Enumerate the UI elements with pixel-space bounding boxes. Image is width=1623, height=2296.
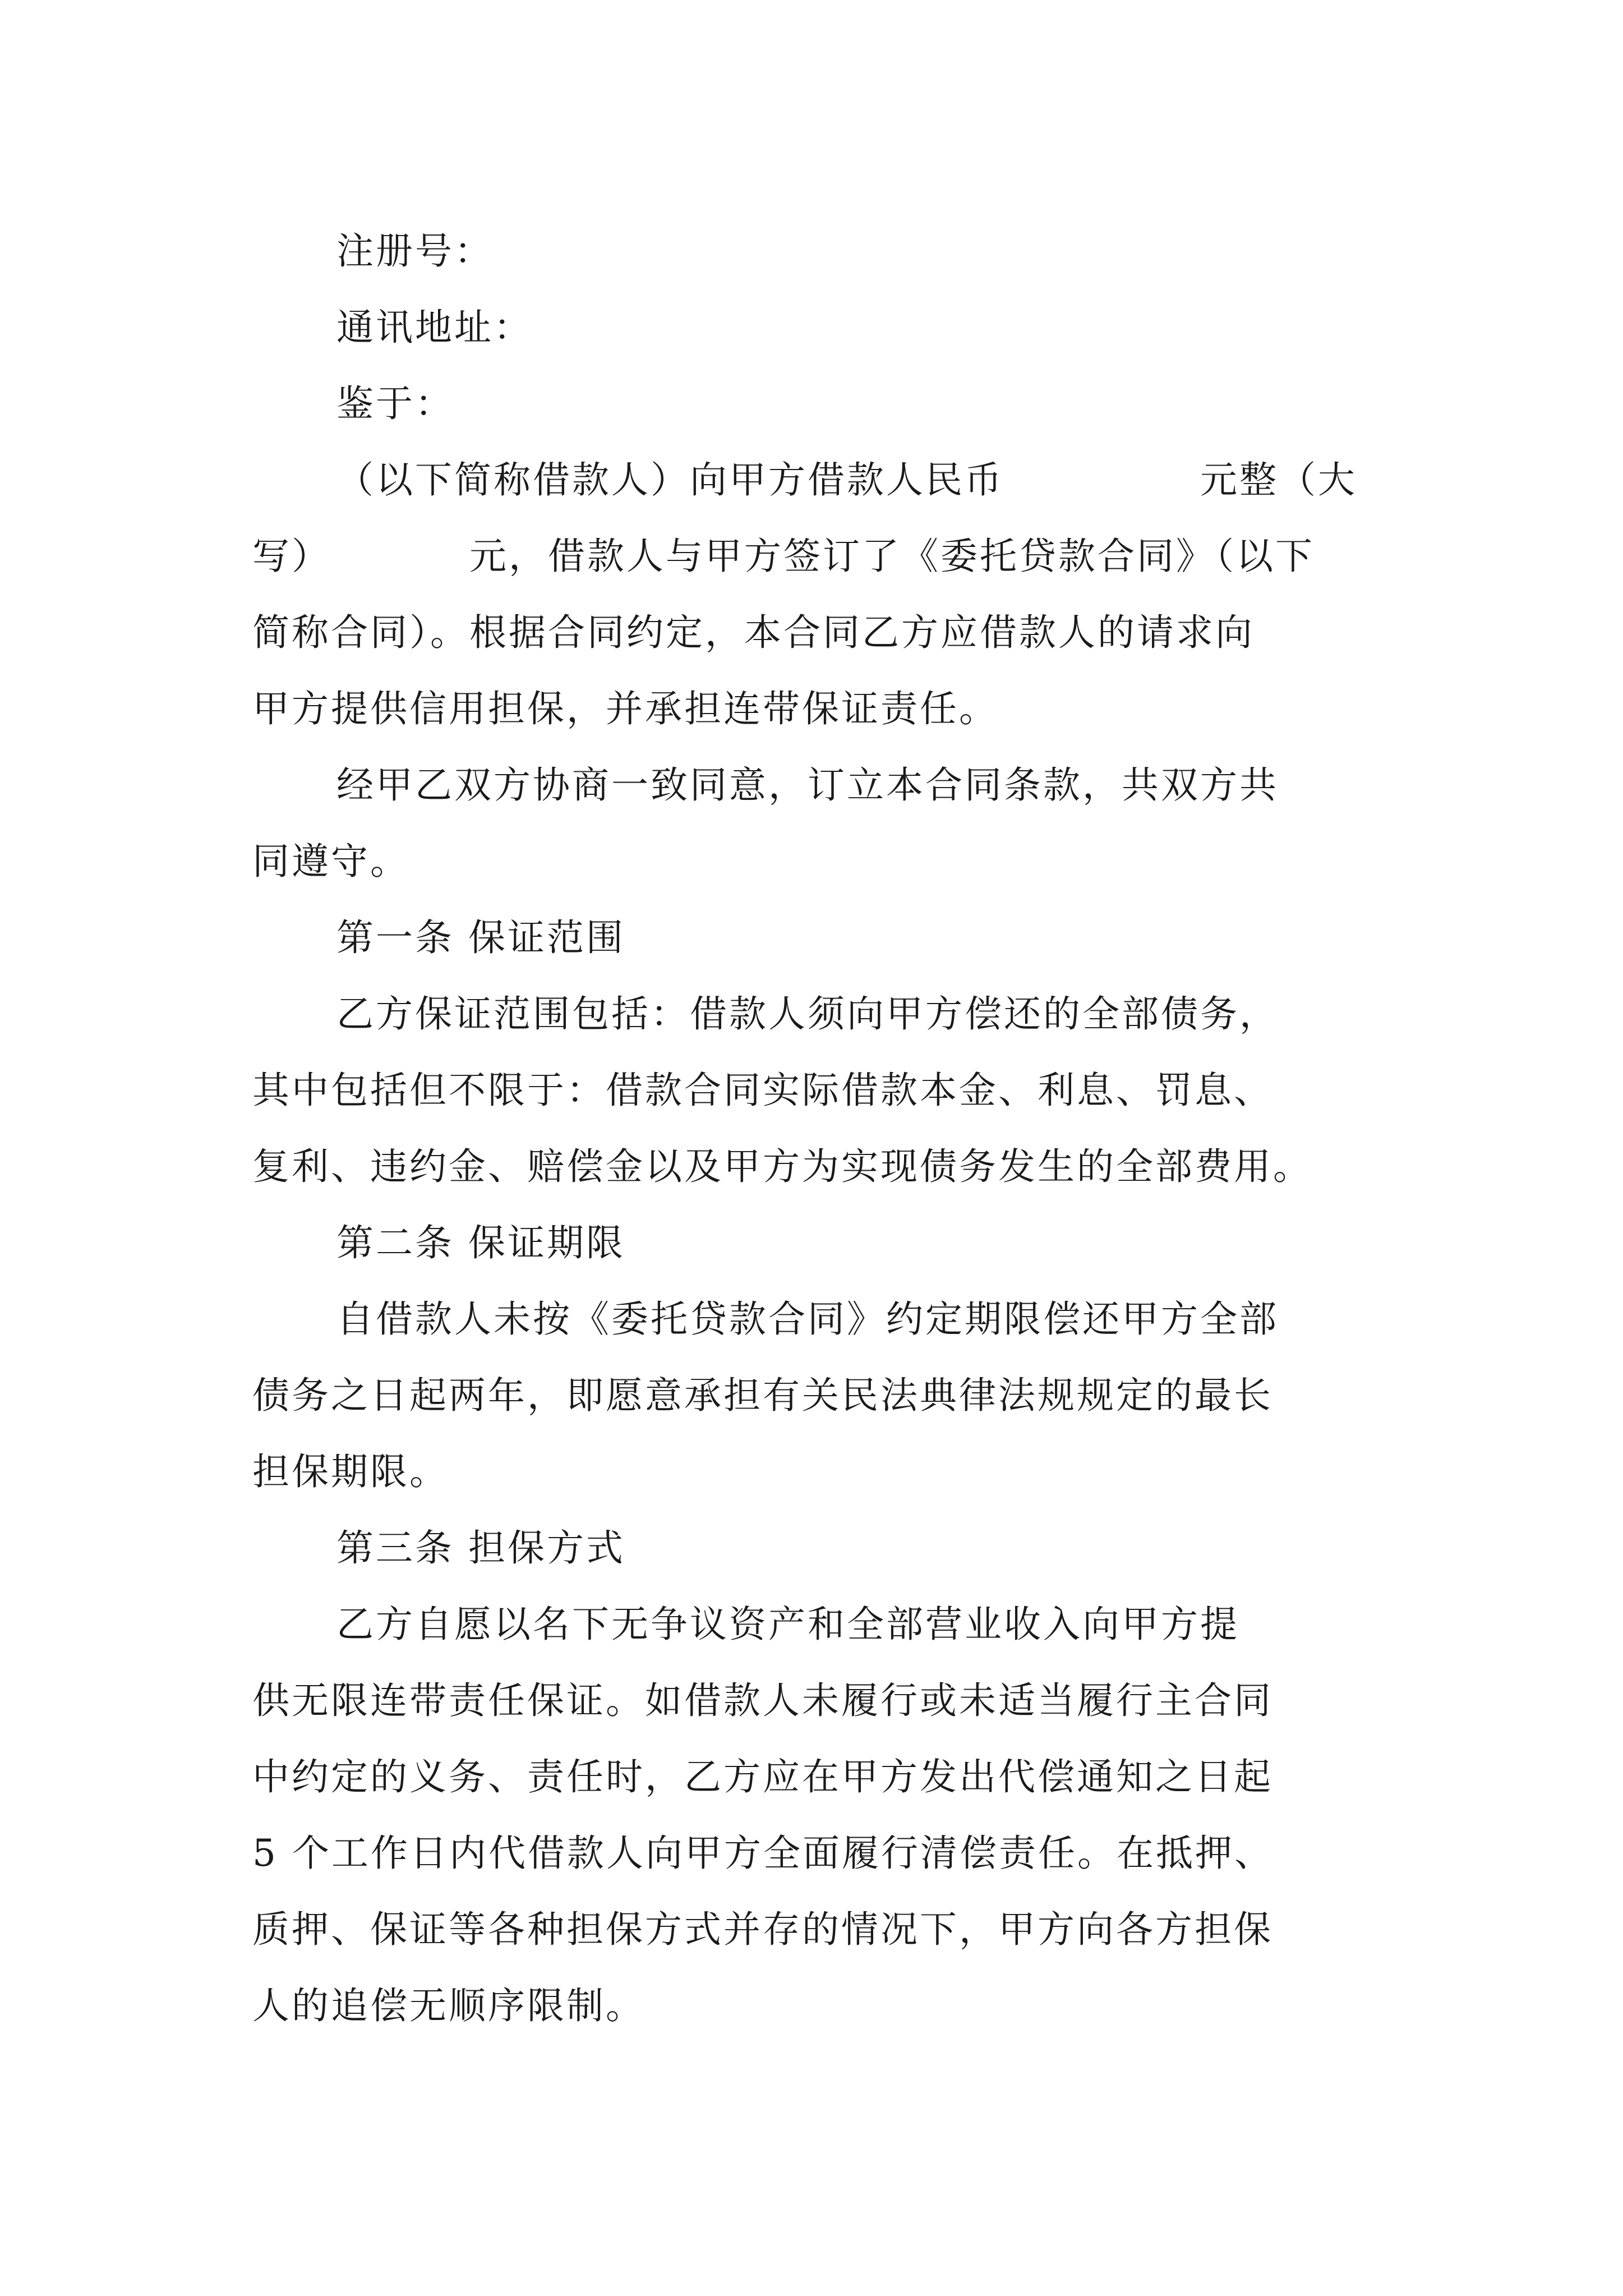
article-1-body-line: 乙方保证范围包括：借款人须向甲方偿还的全部债务， bbox=[336, 992, 1279, 1036]
article-1-body-line: 复利、违约金、赔偿金以及甲方为实现债务发生的全部费用。 bbox=[252, 1145, 1312, 1188]
article-2-heading: 第二条 保证期限 bbox=[336, 1221, 625, 1264]
agreement-line: 经甲乙双方协商一致同意，订立本合同条款，共双方共 bbox=[336, 763, 1279, 807]
preamble-line: （以下简称借款人）向甲方借款人民币 元整（大 bbox=[336, 458, 1357, 501]
article-2-body-line: 担保期限。 bbox=[252, 1450, 449, 1493]
article-1-body-line: 其中包括但不限于：借款合同实际借款本金、利息、罚息、 bbox=[252, 1069, 1273, 1112]
article-3-heading: 第三条 担保方式 bbox=[336, 1526, 625, 1570]
article-1-heading: 第一条 保证范围 bbox=[336, 916, 625, 959]
article-3-body-line: 人的追偿无顺序限制。 bbox=[252, 1984, 645, 2027]
article-3-body-line: 中约定的义务、责任时，乙方应在甲方发出代偿通知之日起 bbox=[252, 1755, 1273, 1798]
mailing-address-label: 通讯地址： bbox=[336, 306, 533, 349]
document-page bbox=[252, 213, 1391, 2044]
registration-number-label: 注册号： bbox=[336, 229, 494, 273]
whereas-label: 鉴于： bbox=[336, 382, 454, 425]
preamble-line: 甲方提供信用担保，并承担连带保证责任。 bbox=[252, 687, 998, 730]
preamble-line: 简称合同）。根据合同约定，本合同乙方应借款人的请求向 bbox=[252, 611, 1255, 654]
article-3-body-line: 质押、保证等各种担保方式并存的情况下，甲方向各方担保 bbox=[252, 1908, 1273, 1951]
preamble-line: 写） 元，借款人与甲方签订了《委托贷款合同》（以下 bbox=[252, 535, 1315, 578]
article-2-body-line: 债务之日起两年，即愿意承担有关民法典律法规规定的最长 bbox=[252, 1374, 1273, 1417]
agreement-line: 同遵守。 bbox=[252, 840, 409, 883]
article-3-body-line: 供无限连带责任保证。如借款人未履行或未适当履行主合同 bbox=[252, 1679, 1273, 1722]
article-2-body-line: 自借款人未按《委托贷款合同》约定期限偿还甲方全部 bbox=[336, 1297, 1279, 1341]
article-3-body-line: 乙方自愿以名下无争议资产和全部营业收入向甲方提 bbox=[336, 1603, 1239, 1646]
article-3-body-line: 5 个工作日内代借款人向甲方全面履行清偿责任。在抵押、 bbox=[252, 1832, 1274, 1875]
